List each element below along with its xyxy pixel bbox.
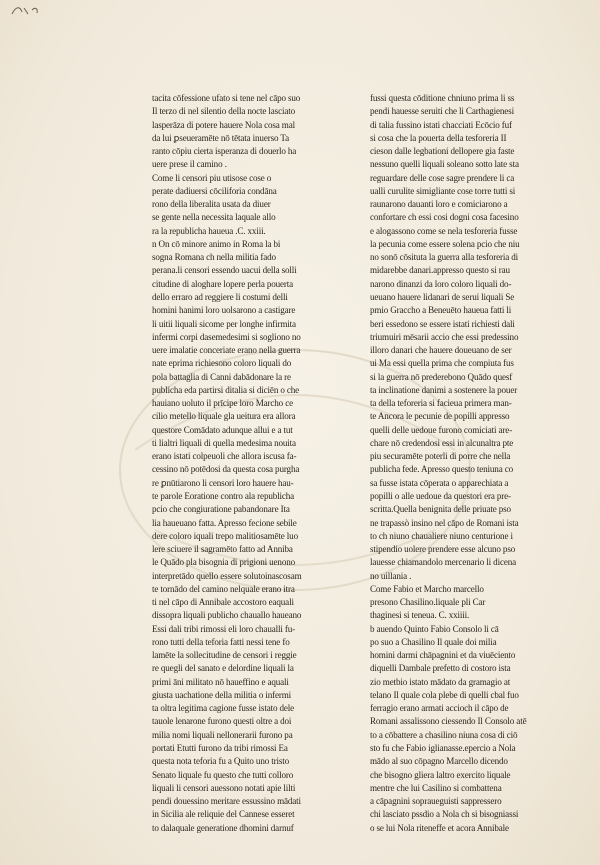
text-line: narono dinanzi da loro coloro liquali do- bbox=[370, 278, 512, 289]
text-line: Romani assalissono ciessendo Il Consolo atē bbox=[370, 716, 527, 727]
text-line: to a cōbattere a chasilino niuna cosa di ciō bbox=[370, 729, 518, 740]
text-line: lauesse chiamandolo mercenario li dicena bbox=[370, 557, 517, 568]
text-line: perate dadiuersi cōciliforia condāna bbox=[152, 185, 277, 196]
text-line: confortare ch essi cosi dogni cosa facesino bbox=[370, 212, 519, 223]
text-line: pcio che congiuratione pabandonare Ita bbox=[152, 504, 290, 515]
text-line: publicha fede. Apresso questo teniuna co bbox=[370, 464, 513, 475]
text-line: o se lui Nola riteneffe et acora Annibale bbox=[370, 822, 509, 833]
text-line: pmio Graccho a Beneuēto haueua fatti li bbox=[370, 305, 512, 316]
text-line: te parole Eoratione contro ala republicha bbox=[152, 490, 295, 501]
text-line: cieson dalle legbationi dellopere gia faste bbox=[370, 146, 515, 157]
text-line: in Sicilia ale reliquie del Cannese esseret bbox=[152, 809, 295, 820]
text-line: lere sciuere il sagramēto fatto ad Anniba bbox=[152, 544, 293, 555]
text-line: Essi dali tribi rimossi eli loro chaualli fu- bbox=[152, 623, 296, 634]
text-line: giusta uachatione della militia o infermi bbox=[152, 689, 292, 700]
text-line: re quegli del sanato e delordine liquali la bbox=[152, 663, 294, 674]
text-line: lamēte la sollecitudine de censori i reggie bbox=[152, 650, 297, 661]
text-line: cilio metello liquale gla ueitura era allora bbox=[152, 411, 296, 422]
text-line: piu securamēte poterli di porre che nella bbox=[370, 451, 511, 462]
text-line: telano Il quale cola plebe di quelli cbal fuo bbox=[370, 689, 519, 700]
text-line: ui Ma essi quella prima che compiuta fus bbox=[370, 358, 514, 369]
text-line: sa fusse istata cōperata o apparechiata a bbox=[370, 477, 509, 488]
text-line: ferragio erano armati accioch il cāpo de bbox=[370, 703, 509, 714]
text-line: mentre che lui Casilino si combattena bbox=[370, 782, 502, 793]
text-line: te Ancora le pecunie de popilli appresso bbox=[370, 411, 510, 422]
text-line: triumuiri mēsarii accio che essi predessino bbox=[370, 331, 519, 342]
text-line: tauole lenarone furono questi oltre a doi bbox=[152, 716, 292, 727]
text-line: fussi questa cōditione chniuno prima li ss bbox=[370, 93, 515, 103]
text-line: questore Comādato adunque allui e a tut bbox=[152, 424, 293, 435]
text-line: ta inclinatione danimi a sostenere la pouer bbox=[370, 384, 518, 395]
text-line: to dalaquale generatione dhomini darnuf bbox=[152, 822, 294, 833]
text-line: Come li censori piu utisose cose o bbox=[152, 172, 272, 183]
text-column-left bbox=[152, 92, 362, 835]
text-line: raunarono dauanti loro e comiciarono a bbox=[370, 199, 508, 210]
text-line: dere coloro iquali trepo malitiosamēte luo bbox=[152, 530, 298, 541]
text-line: uere imalatie conceriate erano nella guerra bbox=[152, 345, 301, 356]
text-line: Senato liquale fu questo che tutti colloro bbox=[152, 769, 294, 780]
text-line: lia haueuano fatta. Apresso fecione sebile bbox=[152, 517, 297, 528]
text-line: ra la republicha haueua .C. xxiii. bbox=[152, 225, 266, 236]
text-line: e alogassono come se nela tesforeria fusse bbox=[370, 225, 518, 236]
text-line: beri essedono se essere istati richiesti dali bbox=[370, 318, 515, 329]
text-line: si cosa che la pouerta della tesforeria II bbox=[370, 132, 507, 143]
text-line: pendi hauesse seruiti che li Carthagienesi bbox=[370, 106, 514, 117]
text-line: li uitii liquali sicome per longhe infirmita bbox=[152, 318, 296, 329]
text-line: n On cō minore animo in Roma la bi bbox=[152, 238, 281, 249]
text-line: popilli o alle uedoue da questori era pre- bbox=[370, 490, 511, 501]
text-line: questa nota teforia fu a Quito uno tristo bbox=[152, 756, 290, 767]
corner-ink-mark bbox=[10, 2, 50, 18]
text-line: portati Etutti furono da tribi rimossi Ea bbox=[152, 743, 288, 754]
text-line: di talia fussino istati chacciati Ecōcio fuf bbox=[370, 119, 512, 130]
text-line: sto fu che Fabio iglianasse.epercio a Nola bbox=[370, 743, 516, 754]
text-line: liquali li censori auessono notati apie lilti bbox=[152, 782, 296, 793]
text-line: tacita cōfessione ufato si tene nel cāpo suo bbox=[152, 93, 301, 103]
text-line: se gente nella necessita laquale allo bbox=[152, 212, 276, 223]
text-line: erano istati colpeuoli che allora iscusa fa- bbox=[152, 451, 297, 462]
text-line: interpretādo quello essere solutoinascosam bbox=[152, 570, 302, 581]
text-column-right bbox=[370, 92, 580, 835]
text-line: chi lasciato pssdio a Nola ch si bisogniassi bbox=[370, 809, 519, 820]
text-line: perana.li censori essendo uacui della solli bbox=[152, 265, 297, 276]
text-line: rono tutti della teforia fatti nessi tene fo bbox=[152, 636, 290, 647]
text-line: che bisogno gliera laltro exercito liquale bbox=[370, 769, 511, 780]
text-line: pola battaglia di Canni dabādonare la re bbox=[152, 371, 291, 382]
text-line: le Quādo pla bisognia di prigioni uenono bbox=[152, 557, 296, 568]
text-line: cessino nō potēdosi da questa cosa purgha bbox=[152, 464, 300, 475]
text-line: diquelli Dambale prefetto di costoro ista bbox=[370, 663, 511, 674]
text-line: lasperāza di potere hauere Nola cosa mal bbox=[152, 119, 295, 130]
text-line: citudine di aloghare lopere perla pouerta bbox=[152, 278, 294, 289]
text-line: chare nō credendosi essi in alcunaltra pte bbox=[370, 437, 514, 448]
text-line: dissopra liquali publicho chauallo haueano bbox=[152, 610, 302, 621]
text-line: a cāpagnini sopraueguisti sappressero bbox=[370, 796, 502, 807]
text-line: homini darmi chāpagnini et da viuēciento bbox=[370, 650, 516, 661]
text-line: no uillania . bbox=[370, 570, 412, 581]
text-line: da lui ꝑseueramēte nō tētata inuerso Ta bbox=[152, 132, 289, 143]
text-line: milia nomi liquali nellonerarii furono pa bbox=[152, 729, 293, 740]
text-line: la pecunia come essere solena pcio che niu bbox=[370, 238, 520, 249]
text-line: quelli delle uedoue furono comiciati are- bbox=[370, 424, 513, 435]
text-line: ta della teforeria si facieua primera man- bbox=[370, 398, 512, 409]
text-line: ranto cōpiu cierta isperanza di douerlo ha bbox=[152, 146, 297, 157]
text-line: infermi corpi dasemedesimi si sogliono no bbox=[152, 331, 301, 342]
text-line: nate eprima richiesono coloro liquali do bbox=[152, 358, 292, 369]
text-line: mādo al suo cōpagno Marcello dicendo bbox=[370, 756, 508, 767]
text-line: pendi douessino meritare essussino mādati bbox=[152, 796, 301, 807]
text-line: stipendio uolere prendere esse alcuno pso bbox=[370, 544, 516, 555]
text-line: ueuano hauere lidanari de serui liquali Se bbox=[370, 291, 515, 302]
text-line: primi āni militato nō haueffino e aquali bbox=[152, 676, 289, 687]
text-line: scritta.Quella benignita delle priuate pso bbox=[370, 504, 511, 515]
text-line: illoro danari che hauere doueuano de ser bbox=[370, 345, 512, 356]
text-line: midarebbe danari.appresso questo si rau bbox=[370, 265, 510, 276]
text-line: uere prese il camino . bbox=[152, 159, 227, 170]
text-line: Come Fabio et Marcho marcello bbox=[370, 583, 484, 594]
text-line: si la guerra nō prederebono Quādo quesf bbox=[370, 371, 513, 382]
text-line: ti nel cāpo di Annibale accostoro eaquali bbox=[152, 597, 294, 608]
text-line: te tornādo del camino nelquale erano itra bbox=[152, 583, 295, 594]
text-line: publicha eda partirsi ditalia si diciēn o che bbox=[152, 384, 300, 395]
text-line: no sonō cōsituta la guerra alla tesforeria di bbox=[370, 252, 519, 263]
text-line: homini hanimi loro uolsarono a castigare bbox=[152, 305, 296, 316]
text-line: ne trapassò insino nel cāpo de Romani ista bbox=[370, 517, 519, 528]
text-line: hauiano uoluto il prīcipe loro Marcho ce bbox=[152, 398, 293, 409]
text-line: b auendo Quinto Fabio Consolo li cā bbox=[370, 623, 499, 634]
text-line: re ꝑnūtiarono li censori loro hauere hau- bbox=[152, 477, 294, 488]
text-line: thaginesi si teneua. C. xxiiii. bbox=[370, 610, 470, 621]
text-line: reguardare delle cose sagre prendere li ca bbox=[370, 172, 515, 183]
text-line: to ch niuno chaualiere niuno centurione i bbox=[370, 530, 513, 541]
text-line: presono Chasilino.liquale pli Car bbox=[370, 597, 486, 608]
text-line: ta oltra legitima cagione fusse istato dele bbox=[152, 703, 295, 714]
text-line: po suo a Chasilino Il quale doi milia bbox=[370, 636, 497, 647]
text-line: ti lialtri liquali di quella medesima nouita bbox=[152, 437, 296, 448]
text-line: rono della liberalita usata da diuer bbox=[152, 199, 271, 210]
text-line: sogna Romana ch nella militia fado bbox=[152, 252, 276, 263]
text-line: ualli curulite simigliante cose torre tutti si bbox=[370, 185, 516, 196]
text-line: dello erraro ad reggiere li costumi delli bbox=[152, 291, 288, 302]
text-line: Il terzo di nel silentio della nocte lasciato bbox=[152, 106, 295, 117]
text-line: zio metbio istato mādato da gramagio at bbox=[370, 676, 511, 687]
text-line: nessuno quelli liquali soleano sotto late sta bbox=[370, 159, 519, 170]
